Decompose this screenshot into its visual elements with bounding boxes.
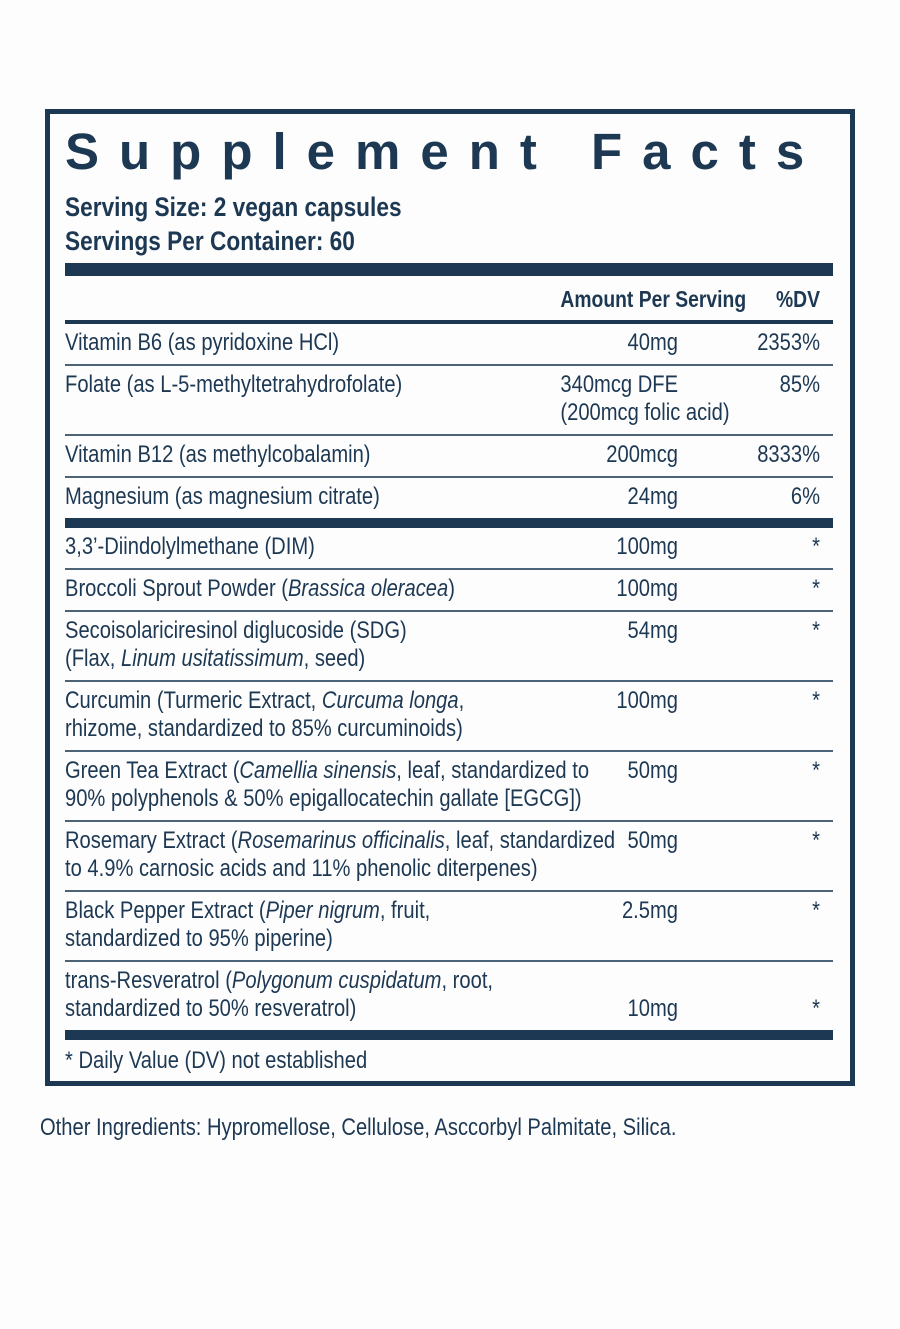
dv-value: 85% [779,371,820,398]
ingredient-name-line: 3,3’-Diindolylmethane (DIM) [65,533,315,560]
amount-line: 100mg [616,533,678,560]
dv-value: * [812,575,820,602]
table-header-row [65,276,833,324]
ingredient-name [65,483,538,511]
ingredient-name-line: Vitamin B6 (as pyridoxine HCl) [65,329,340,356]
ingredient-dv [678,533,833,561]
ingredient-name-line: Broccoli Sprout Powder (Brassica oleracea) [65,575,455,602]
amount-line: 100mg [616,575,678,602]
supplement-facts-panel [45,109,855,1086]
ingredient-name-line: Rosemary Extract (Rosemarinus officinalis, leaf, standardized [65,827,616,854]
ingredient-name-line: Black Pepper Extract (Piper nigrum, fruit, [65,897,431,924]
ingredient-name-line: standardized to 95% piperine) [65,925,333,952]
table-row [65,960,833,1030]
amount-line: (200mcg folic acid) [560,399,730,426]
dv-value: * [812,617,820,644]
ingredient-dv [678,617,833,673]
dv-value: * [812,995,820,1022]
ingredient-name-line: Folate (as L-5-methyltetrahydrofolate) [65,371,403,398]
table-row [65,610,833,680]
amount-line: 50mg [627,827,678,854]
amount-line: 24mg [627,483,678,510]
ingredient-name-line: to 4.9% carnosic acids and 11% phenolic diterpenes) [65,855,538,882]
table-row [65,528,833,568]
header-name-spacer [65,286,538,312]
ingredient-dv [678,967,833,1023]
ingredient-amount [538,371,730,427]
ingredient-dv [678,483,833,511]
table-row [65,476,833,518]
ingredient-name-line: trans-Resveratrol (Polygonum cuspidatum, root, [65,967,494,994]
ingredient-amount [538,575,678,603]
header-amount-per-serving: Amount Per Serving [560,286,747,312]
ingredient-name-line: rhizome, standardized to 85% curcuminoids) [65,715,463,742]
ingredient-name-line: Magnesium (as magnesium citrate) [65,483,380,510]
table-row [65,750,833,820]
ingredient-amount [538,441,678,469]
table-row [65,364,833,434]
panel-title: Supplement Facts [65,123,825,180]
amount-line: 54mg [627,617,678,644]
ingredient-dv [678,687,833,743]
table-row [65,820,833,890]
amount-line: 50mg [627,757,678,784]
ingredient-name-line: (Flax, Linum usitatissimum, seed) [65,645,366,672]
ingredient-name-line: 90% polyphenols & 50% epigallocatechin gallate [EGCG]) [65,785,582,812]
ingredient-amount [538,967,678,1023]
ingredient-dv [678,757,833,813]
dv-value: * [812,533,820,560]
table-row [65,680,833,750]
ingredient-dv [678,329,833,357]
serving-size: Serving Size: 2 vegan capsules [65,192,402,222]
ingredient-name-line: Green Tea Extract (Camellia sinensis, leaf, standardized to [65,757,590,784]
daily-value-footnote: * Daily Value (DV) not established [65,1047,368,1074]
ingredient-name-line: Secoisolariciresinol diglucoside (SDG) [65,617,407,644]
ingredient-dv [678,575,833,603]
ingredient-name-line: Vitamin B12 (as methylcobalamin) [65,441,371,468]
table-row [65,434,833,476]
dv-value: * [812,827,820,854]
thick-divider-bottom [65,1030,833,1040]
amount-line: 340mcg DFE [560,371,679,398]
ingredient-name [65,757,590,813]
amount-line: 200mcg [606,441,678,468]
ingredient-name [65,827,616,883]
ingredient-name [65,897,538,953]
amount-line: 40mg [627,329,678,356]
ingredient-name [65,371,538,427]
header-percent-dv: %DV [775,286,820,312]
table-row [65,324,833,364]
servings-per-container: Servings Per Container: 60 [65,226,355,256]
ingredient-amount [538,687,678,743]
ingredient-name-line: Curcumin (Turmeric Extract, Curcuma longa, [65,687,465,714]
dv-value: * [812,897,820,924]
other-ingredients: Other Ingredients: Hypromellose, Cellulose, Asccorbyl Palmitate, Silica. [40,1114,677,1141]
ingredient-name [65,617,538,673]
ingredient-amount [538,897,678,953]
serving-info [65,190,833,258]
dv-value: * [812,687,820,714]
ingredient-name [65,329,538,357]
ingredient-name-line: standardized to 50% resveratrol) [65,995,357,1022]
ingredient-dv [678,827,833,883]
thick-divider-top [65,263,833,276]
amount-line: 100mg [616,687,678,714]
ingredient-amount [538,533,678,561]
dv-value: * [812,757,820,784]
ingredient-name [65,575,538,603]
ingredient-name [65,441,538,469]
ingredient-dv [678,441,833,469]
dv-value: 8333% [757,441,820,468]
ingredient-amount [538,483,678,511]
ingredient-amount [538,617,678,673]
section-vitamins-minerals [65,324,833,518]
section-botanicals [65,528,833,1030]
ingredient-name [65,967,538,1023]
dv-value: 2353% [757,329,820,356]
thick-divider-middle [65,518,833,528]
table-row [65,890,833,960]
ingredient-dv [678,897,833,953]
ingredient-name [65,533,538,561]
ingredient-name [65,687,538,743]
ingredient-amount [538,329,678,357]
dv-value: 6% [790,483,820,510]
amount-line: 10mg [627,995,678,1022]
table-row [65,568,833,610]
amount-line: 2.5mg [621,897,678,924]
